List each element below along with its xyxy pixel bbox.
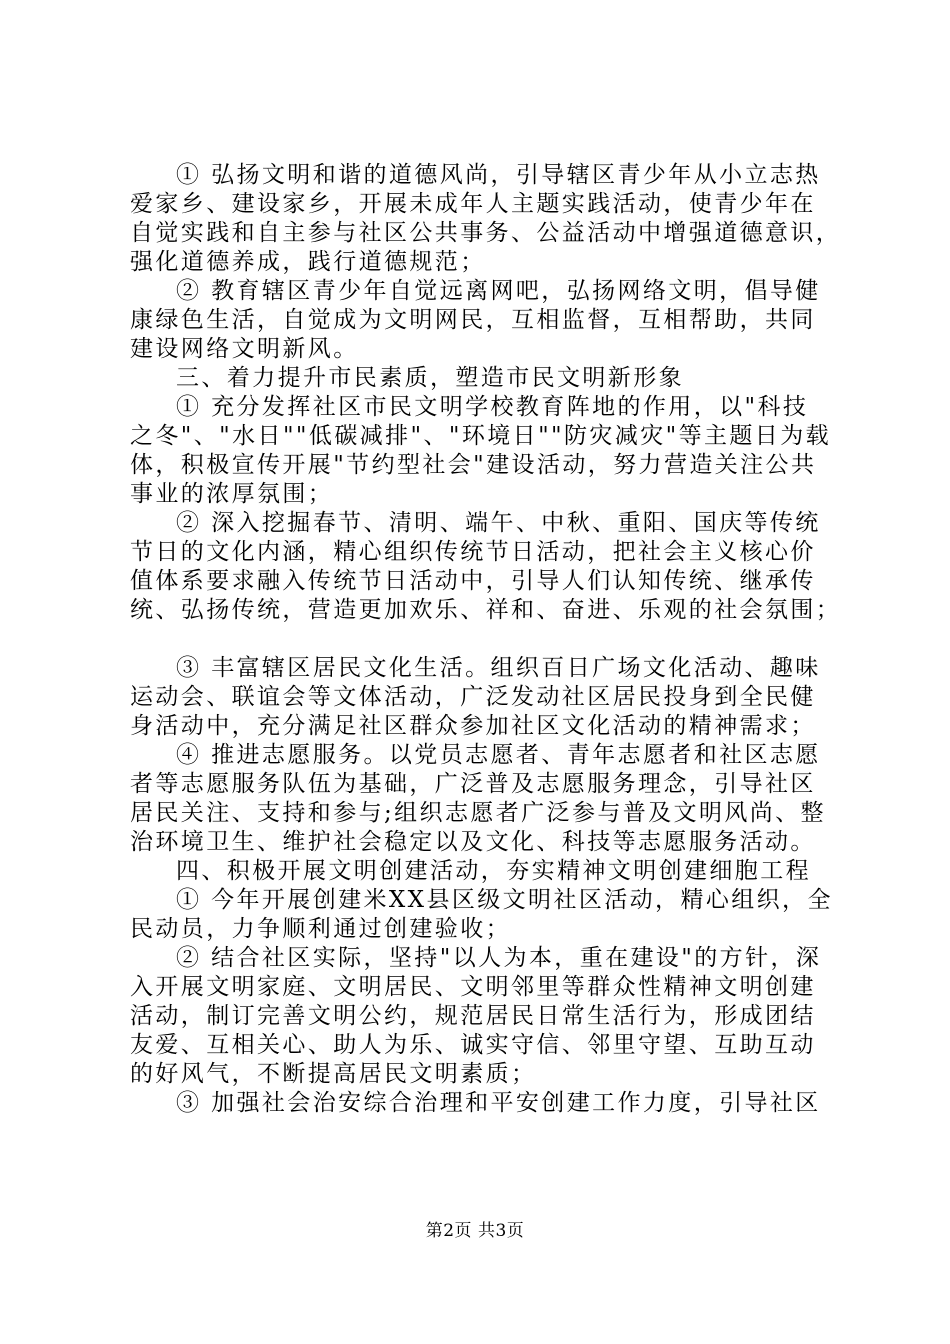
paragraph-line: 民动员，力争顺利通过创建验收；	[130, 916, 511, 942]
paragraph-line: 活动，制订完善文明公约，规范居民日常生活行为，形成团结	[130, 1003, 816, 1029]
paragraph-line: 强化道德养成，践行道德规范；	[130, 249, 486, 275]
paragraph-line: ③ 加强社会治安综合治理和平安创建工作力度，引导社区	[176, 1090, 821, 1116]
paragraph-line: 治环境卫生、维护社会稳定以及文化、科技等志愿服务活动。	[130, 829, 816, 855]
section-heading: 四、积极开展文明创建活动，夯实精神文明创建细胞工程	[176, 858, 811, 884]
paragraph-line: 爱家乡、建设家乡，开展未成年人主题实践活动，使青少年在	[130, 191, 816, 217]
paragraph-line: ④ 推进志愿服务。以党员志愿者、青年志愿者和社区志愿	[176, 742, 821, 768]
paragraph-line: 事业的浓厚氛围；	[130, 481, 334, 507]
page-footer: 第2页 共3页	[425, 1221, 525, 1241]
paragraph-line: 之冬"、"水日""低碳减排"、"环境日""防灾减灾"等主题日为载	[130, 423, 832, 449]
paragraph-line: 身活动中，充分满足社区群众参加社区文化活动的精神需求；	[130, 713, 816, 739]
paragraph-line: ③ 丰富辖区居民文化生活。组织百日广场文化活动、趣味	[176, 655, 821, 681]
section-heading: 三、着力提升市民素质，塑造市民文明新形象	[176, 365, 684, 391]
paragraph-line: 节日的文化内涵，精心组织传统节日活动，把社会主义核心价	[130, 539, 816, 565]
paragraph-line: ① 今年开展创建米XX县区级文明社区活动，精心组织，全	[176, 887, 833, 913]
paragraph-line: ② 结合社区实际，坚持"以人为本，重在建设"的方针，深	[176, 945, 822, 971]
paragraph-line: 的好风气，不断提高居民文明素质；	[130, 1061, 537, 1087]
document-body	[130, 161, 842, 1118]
paragraph-line: 体，积极宣传开展"节约型社会"建设活动，努力营造关注公共	[130, 452, 817, 478]
paragraph-line: 者等志愿服务队伍为基础，广泛普及志愿服务理念，引导社区	[130, 771, 816, 797]
paragraph-line: 入开展文明家庭、文明居民、文明邻里等群众性精神文明创建	[130, 974, 816, 1000]
paragraph-line: ② 教育辖区青少年自觉远离网吧，弘扬网络文明，倡导健	[176, 278, 821, 304]
paragraph-line: ② 深入挖掘春节、清明、端午、中秋、重阳、国庆等传统	[176, 510, 821, 536]
blank-line	[130, 625, 830, 654]
paragraph-line: 值体系要求融入传统节日活动中，引导人们认知传统、继承传	[130, 568, 816, 594]
paragraph-line: 康绿色生活，自觉成为文明网民，互相监督，互相帮助，共同	[130, 307, 816, 333]
paragraph-line: 友爱、互相关心、助人为乐、诚实守信、邻里守望、互助互动	[130, 1032, 816, 1058]
paragraph-line: 自觉实践和自主参与社区公共事务、公益活动中增强道德意识，	[130, 220, 842, 246]
paragraph-line: ① 弘扬文明和谐的道德风尚，引导辖区青少年从小立志热	[176, 162, 821, 188]
paragraph-line: ① 充分发挥社区市民文明学校教育阵地的作用，以"科技	[176, 394, 809, 420]
paragraph-line: 建设网络文明新风。	[130, 336, 359, 362]
paragraph-line: 居民关注、支持和参与;组织志愿者广泛参与普及文明风尚、整	[130, 800, 826, 826]
paragraph-line: 统、弘扬传统，营造更加欢乐、祥和、奋进、乐观的社会氛围；	[130, 597, 842, 623]
paragraph-line: 运动会、联谊会等文体活动，广泛发动社区居民投身到全民健	[130, 684, 816, 710]
